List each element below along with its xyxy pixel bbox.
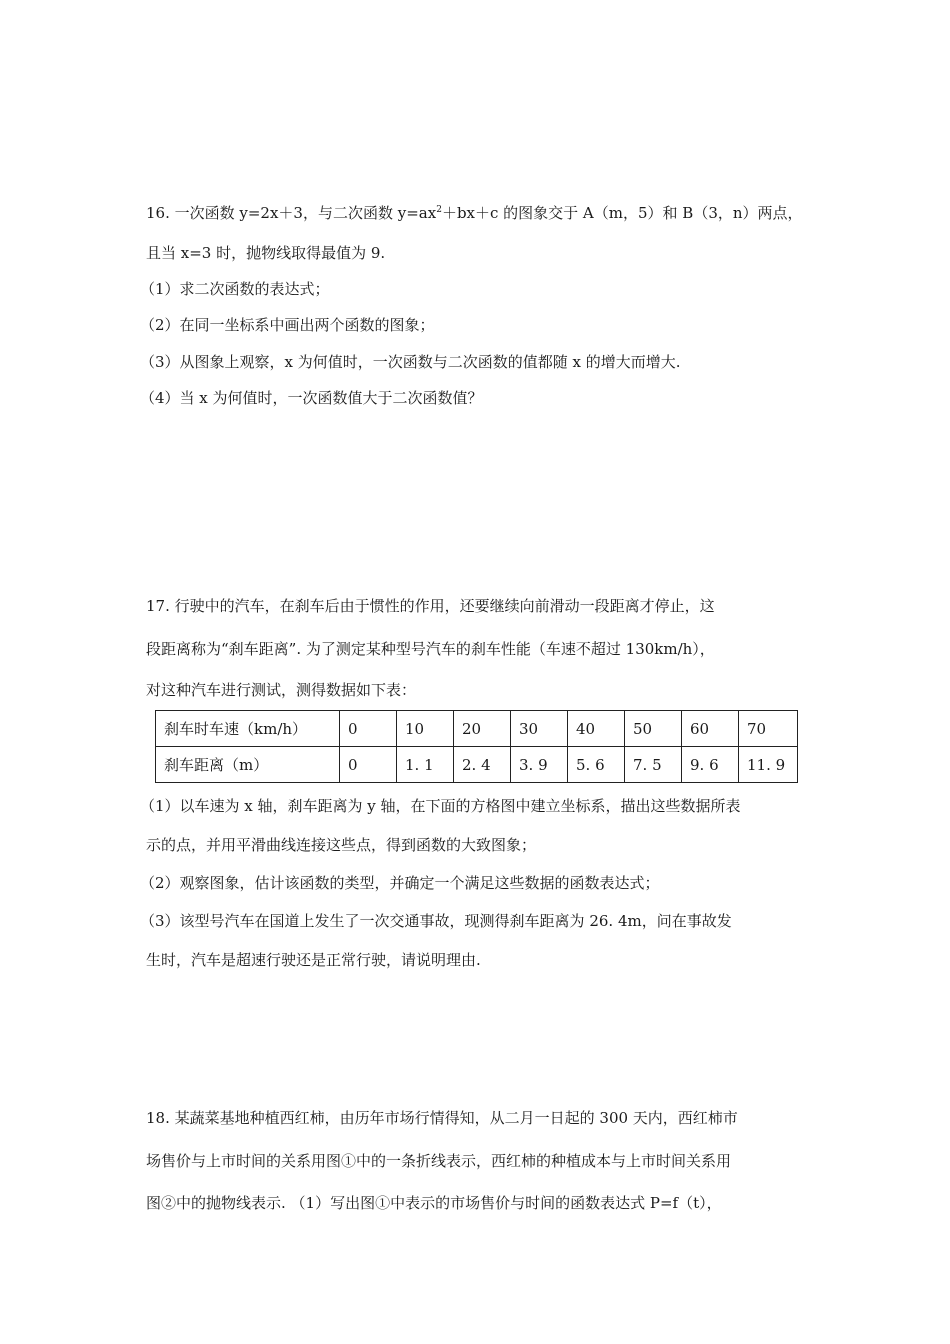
table-cell: 5. 6 bbox=[568, 747, 625, 783]
table-cell: 0 bbox=[340, 747, 397, 783]
q16-line-2: 且当 x=3 时，抛物线取得最值为 9. bbox=[146, 244, 386, 262]
table-cell: 60 bbox=[682, 711, 739, 747]
q17-line-2: 段距离称为“刹车距离”. 为了测定某种型号汽车的刹车性能（车速不超过 130km/h）， bbox=[146, 640, 715, 658]
table-cell: 2. 4 bbox=[454, 747, 511, 783]
q17-sub-1-b: 示的点，并用平滑曲线连接这些点，得到函数的大致图象； bbox=[146, 836, 537, 854]
q16-item-2: （2）在同一坐标系中画出两个函数的图象； bbox=[140, 316, 435, 334]
q18-line-2: 场售价与上市时间的关系用图①中的一条折线表示，西红柿的种植成本与上市时间关系用 bbox=[146, 1152, 732, 1170]
table-cell: 70 bbox=[739, 711, 798, 747]
q17-line-3: 对这种汽车进行测试，测得数据如下表： bbox=[146, 681, 417, 699]
table-cell: 10 bbox=[397, 711, 454, 747]
table-cell: 1. 1 bbox=[397, 747, 454, 783]
table-cell: 11. 9 bbox=[739, 747, 798, 783]
q17-sub-1-a: （1）以车速为 x 轴，刹车距离为 y 轴，在下面的方格图中建立坐标系，描出这些数据所表 bbox=[140, 797, 741, 815]
q16-exponent: 2 bbox=[436, 205, 442, 215]
q18-line-3: 图②中的抛物线表示. （1）写出图①中表示的市场售价与时间的函数表达式 P=f（t）， bbox=[146, 1194, 722, 1212]
table-cell: 30 bbox=[511, 711, 568, 747]
q16-line-1-part-b: ＋bx＋c 的图象交于 A（m，5）和 B（3，n）两点， bbox=[441, 204, 803, 222]
table-cell: 9. 6 bbox=[682, 747, 739, 783]
table-row-distance bbox=[156, 747, 798, 783]
table-cell: 3. 9 bbox=[511, 747, 568, 783]
q16-item-4: （4）当 x 为何值时，一次函数值大于二次函数值？ bbox=[140, 389, 483, 407]
table-cell: 7. 5 bbox=[625, 747, 682, 783]
q18-line-1: 18. 某蔬菜基地种植西红柿，由历年市场行情得知，从二月一日起的 300 天内，西红柿市 bbox=[146, 1109, 738, 1127]
q16-item-3: （3）从图象上观察，x 为何值时，一次函数与二次函数的值都随 x 的增大而增大. bbox=[140, 353, 681, 371]
q16-item-1: （1）求二次函数的表达式； bbox=[140, 280, 330, 298]
q17-sub-2: （2）观察图象，估计该函数的类型，并确定一个满足这些数据的函数表达式； bbox=[140, 874, 660, 892]
q16-line-1 bbox=[146, 203, 803, 223]
table-row-speed bbox=[156, 711, 798, 747]
table-cell: 40 bbox=[568, 711, 625, 747]
table-cell: 0 bbox=[340, 711, 397, 747]
braking-data-table bbox=[155, 710, 798, 783]
table-cell: 20 bbox=[454, 711, 511, 747]
q17-sub-3-a: （3）该型号汽车在国道上发生了一次交通事故，现测得刹车距离为 26. 4m，问在事故发 bbox=[140, 912, 732, 930]
q17-line-1: 17. 行驶中的汽车，在刹车后由于惯性的作用，还要继续向前滑动一段距离才停止，这 bbox=[146, 597, 715, 615]
table-cell: 刹车距离（m） bbox=[156, 747, 340, 783]
table-cell: 50 bbox=[625, 711, 682, 747]
q17-sub-3-b: 生时，汽车是超速行驶还是正常行驶，请说明理由. bbox=[146, 951, 481, 969]
table-cell: 刹车时车速（km/h） bbox=[156, 711, 340, 747]
q16-line-1-part-a: 16. 一次函数 y=2x＋3，与二次函数 y=ax bbox=[146, 204, 437, 222]
